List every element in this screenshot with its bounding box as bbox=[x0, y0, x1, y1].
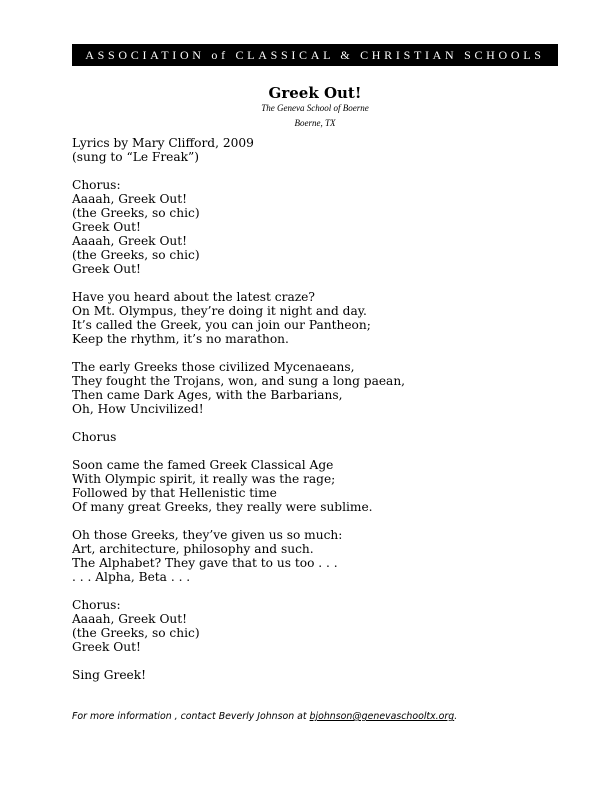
footer-text: For more information , contact Beverly Johnson at bbox=[72, 711, 310, 722]
lyric-line: Greek Out! bbox=[72, 220, 141, 234]
lyric-line: Aaaah, Greek Out! bbox=[72, 234, 188, 248]
lyric-blank-line bbox=[72, 514, 572, 528]
footer-contact bbox=[72, 711, 572, 723]
header-banner: ASSOCIATION of CLASSICAL & CHRISTIAN SCHOOLS bbox=[72, 44, 558, 66]
lyric-line: Keep the rhythm, it’s no marathon. bbox=[72, 332, 289, 346]
lyric-line: Oh those Greeks, they’ve given us so much: bbox=[72, 528, 343, 542]
school-name: The Geneva School of Boerne bbox=[261, 103, 369, 113]
lyric-line: Greek Out! bbox=[72, 262, 141, 276]
lyric-line: Sing Greek! bbox=[72, 668, 147, 682]
lyric-line: (the Greeks, so chic) bbox=[72, 248, 200, 262]
lyric-line: With Olympic spirit, it really was the rage; bbox=[72, 472, 336, 486]
lyric-line: Oh, How Uncivilized! bbox=[72, 402, 204, 416]
lyric-blank-line bbox=[72, 164, 572, 178]
lyric-line: The early Greeks those civilized Mycenaeans, bbox=[72, 360, 355, 374]
footer-end: . bbox=[454, 711, 458, 722]
lyric-line: Soon came the famed Greek Classical Age bbox=[72, 458, 334, 472]
lyric-line: They fought the Trojans, won, and sung a long paean, bbox=[72, 374, 406, 388]
lyric-line: Lyrics by Mary Clifford, 2009 bbox=[72, 136, 254, 150]
lyric-line: Greek Out! bbox=[72, 640, 141, 654]
lyrics-body bbox=[72, 136, 572, 682]
lyric-line: Then came Dark Ages, with the Barbarians, bbox=[72, 388, 343, 402]
lyric-line: Have you heard about the latest craze? bbox=[72, 290, 315, 304]
lyric-line: Art, architecture, philosophy and such. bbox=[72, 542, 314, 556]
lyric-line: Chorus bbox=[72, 430, 117, 444]
lyric-line: Of many great Greeks, they really were sublime. bbox=[72, 500, 373, 514]
school-location: Boerne, TX bbox=[294, 118, 336, 128]
lyric-line: (the Greeks, so chic) bbox=[72, 206, 200, 220]
lyric-blank-line bbox=[72, 346, 572, 360]
lyric-line: Chorus: bbox=[72, 178, 121, 192]
lyric-line: On Mt. Olympus, they’re doing it night and day. bbox=[72, 304, 367, 318]
lyric-line: (sung to “Le Freak”) bbox=[72, 150, 200, 164]
lyric-line: Aaaah, Greek Out! bbox=[72, 612, 188, 626]
lyric-line: Chorus: bbox=[72, 598, 121, 612]
lyric-blank-line bbox=[72, 444, 572, 458]
contact-email-link[interactable]: bjohnson@genevaschooltx.org bbox=[309, 711, 455, 722]
lyric-blank-line bbox=[72, 416, 572, 430]
lyric-line: (the Greeks, so chic) bbox=[72, 626, 200, 640]
lyric-blank-line bbox=[72, 584, 572, 598]
lyric-line: . . . Alpha, Beta . . . bbox=[72, 570, 191, 584]
lyric-line: Followed by that Hellenistic time bbox=[72, 486, 277, 500]
lyric-line: It’s called the Greek, you can join our Pantheon; bbox=[72, 318, 371, 332]
lyric-line: The Alphabet? They gave that to us too . . . bbox=[72, 556, 338, 570]
lyric-blank-line bbox=[72, 654, 572, 668]
lyric-blank-line bbox=[72, 276, 572, 290]
lyric-line: Aaaah, Greek Out! bbox=[72, 192, 188, 206]
page-title: Greek Out! bbox=[268, 84, 362, 102]
